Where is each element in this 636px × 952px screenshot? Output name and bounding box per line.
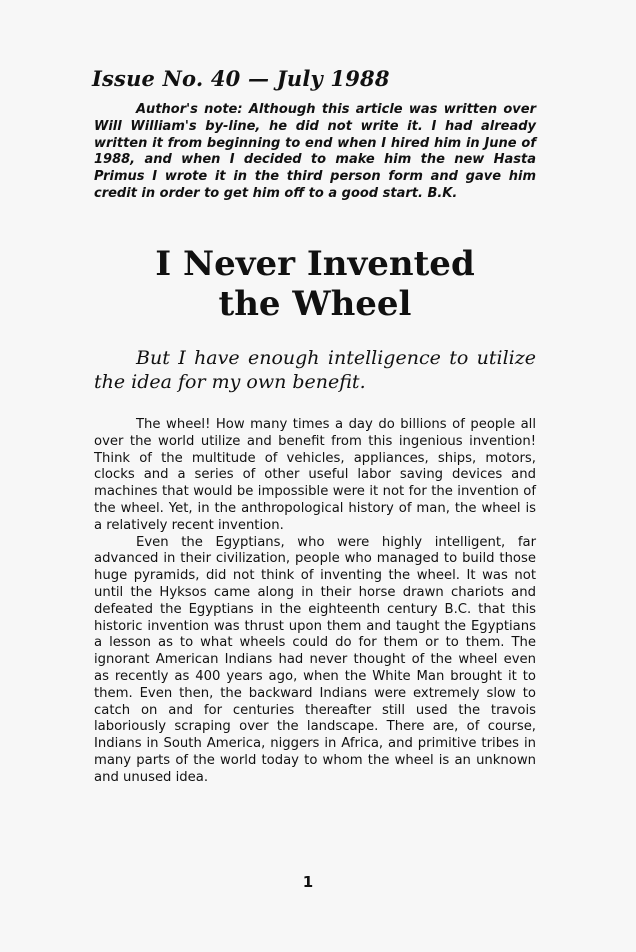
article-title <box>94 244 536 324</box>
article-title-line-2: the Wheel <box>218 284 412 324</box>
article-body <box>94 417 536 787</box>
body-paragraph-1: The wheel! How many times a day do billions of people all over the world utilize and benefit from this ingenious invention! Think of the multitude of vehicles, appliances, ships, motors, clocks and a series of other useful labor saving devices and machines that would be impossible were it not for the invention of the wheel. Yet, in the anthropological history of man, the wheel is a relatively recent invention. <box>94 417 536 533</box>
body-paragraph-2: Even the Egyptians, who were highly intelligent, far advanced in their civilization, people who managed to build those huge pyramids, did not think of inventing the wheel. It was not until the Hyksos came along in their horse drawn chariots and defeated the Egyptians in the eighteenth century B.C. that this historic invention was thrust upon them and taught the Egyptians a lesson as to what wheels could do for them or to them. The ignorant American Indians had never thought of the wheel even as recently as 400 years ago, when the White Man brought it to them. Even then, the backward Indians were extremely slow to catch on and for centuries thereafter still used the travois laboriously scraping over the landscape. There are, of course, Indians in South America, niggers in Africa, and primitive tribes in many parts of the world today to whom the wheel is an unknown and unused idea. <box>94 534 536 785</box>
article-subtitle: But I have enough intelligence to utilize the idea for my own benefit. <box>94 347 536 393</box>
author-note: Author's note: Although this article was written over Will William's by-line, he did not write it. I had already written it from beginning to end when I hired him in June of 1988, and when I decided to make him the new Hasta Primus I wrote it in the third person form and gave him credit in order to get him off to a good start. B.K. <box>94 102 536 201</box>
page-number: 1 <box>302 873 314 891</box>
issue-heading: Issue No. 40 — July 1988 <box>92 66 390 91</box>
article-title-line-1: I Never Invented <box>155 244 475 284</box>
